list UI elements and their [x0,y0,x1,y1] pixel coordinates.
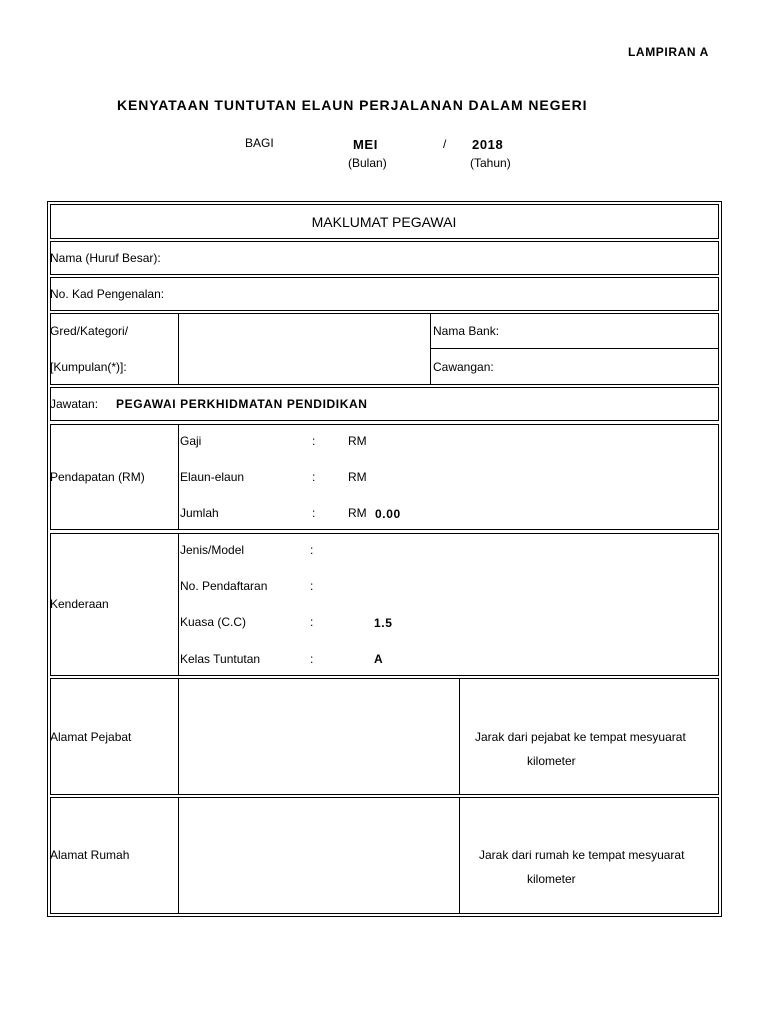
divider [430,348,719,349]
elaun-label: Elaun-elaun [180,470,245,484]
cawangan-label: Cawangan: [433,360,494,374]
nama-label: Nama (Huruf Besar): [50,251,161,265]
kuasa-label: Kuasa (C.C) [180,615,247,629]
lampiran-label: LAMPIRAN A [628,45,709,59]
no-pendaftaran-label: No. Pendaftaran [180,579,268,593]
section-title: MAKLUMAT PEGAWAI [311,214,457,230]
divider [459,797,460,914]
colon: : [312,434,316,448]
page-title: KENYATAAN TUNTUTAN ELAUN PERJALANAN DALAM NEGERI [117,97,588,113]
kenderaan-label: Kenderaan [50,597,109,611]
kenderaan-row [50,533,719,676]
gred-field[interactable] [180,315,428,383]
divider [178,424,179,530]
pendapatan-label: Pendapatan (RM) [50,470,145,484]
divider [178,678,179,795]
currency-label: RM [348,470,367,484]
colon: : [312,470,316,484]
jarak-rumah-unit: kilometer [527,872,576,886]
kuasa-value: 1.5 [374,616,393,630]
jenis-model-label: Jenis/Model [180,543,245,557]
colon: : [310,579,314,593]
colon: : [310,543,314,557]
jawatan-label: Jawatan: [50,397,99,411]
date-separator: / [443,137,447,151]
currency-label: RM [348,434,367,448]
month-caption: (Bulan) [348,156,387,170]
bank-label: Nama Bank: [433,324,500,338]
alamat-rumah-label: Alamat Rumah [50,848,130,862]
divider [178,533,179,676]
alamat-pejabat-label: Alamat Pejabat [50,730,132,744]
alamat-rumah-field[interactable] [180,799,457,912]
kumpulan-label: [Kumpulan(*)]: [50,360,127,374]
colon: : [310,615,314,629]
kelas-tuntutan-label: Kelas Tuntutan [180,652,261,666]
bagi-label: BAGI [245,136,274,150]
colon: : [310,652,314,666]
jarak-pejabat-unit: kilometer [527,754,576,768]
kelas-tuntutan-value: A [374,652,384,666]
jumlah-value: 0.00 [375,507,401,521]
jumlah-label: Jumlah [180,506,219,520]
divider [178,797,179,914]
jarak-rumah-text: Jarak dari rumah ke tempat mesyuarat [479,848,685,862]
year-value: 2018 [472,137,504,152]
divider [430,313,431,385]
colon: : [312,506,316,520]
divider [459,678,460,795]
gred-label: Gred/Kategori/ [50,324,129,338]
divider [178,313,179,385]
month-value: MEI [353,137,378,152]
jarak-pejabat-text: Jarak dari pejabat ke tempat mesyuarat [475,730,686,744]
jawatan-value: PEGAWAI PERKHIDMATAN PENDIDIKAN [116,397,368,411]
year-caption: (Tahun) [470,156,511,170]
currency-label: RM [348,506,367,520]
gaji-label: Gaji [180,434,202,448]
alamat-pejabat-field[interactable] [180,680,457,793]
ic-label: No. Kad Pengenalan: [50,287,165,301]
